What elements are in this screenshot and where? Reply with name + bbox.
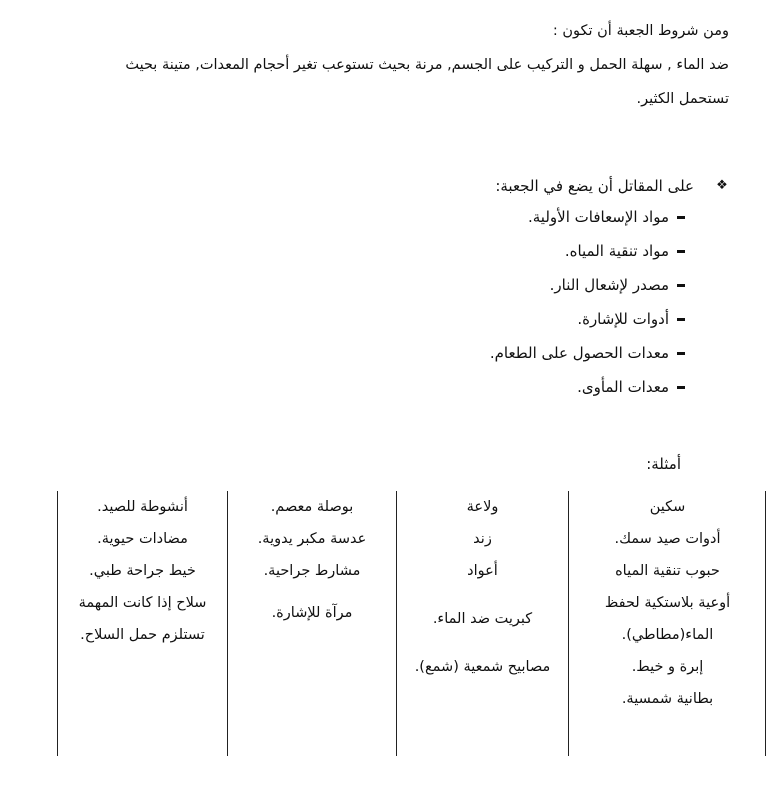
examples-table: [57, 491, 767, 756]
table-column-2: [397, 491, 569, 756]
table-cell: حبوب تنقية المياه: [615, 563, 720, 579]
list-item: [285, 268, 685, 302]
list-item: [285, 234, 685, 268]
list-item-text: مواد الإسعافات الأولية.: [528, 208, 669, 226]
table-cell: أعواد: [467, 563, 498, 579]
bullet-heading: [330, 172, 730, 200]
list-item-text: مواد تنقية المياه.: [564, 242, 669, 260]
table-cell: كبريت ضد الماء.: [432, 611, 533, 627]
table-cell: زند: [473, 531, 492, 547]
bullet-heading-text: على المقاتل أن يضع في الجعبة:: [495, 177, 694, 195]
dash-bullet-icon: [677, 386, 685, 389]
table-cell: مرآة للإشارة.: [271, 605, 353, 621]
list-item-text: معدات المأوى.: [577, 378, 669, 396]
table-cell: أنشوطة للصيد.: [97, 499, 188, 515]
examples-heading: أمثلة:: [646, 455, 681, 473]
dash-bullet-icon: [677, 250, 685, 253]
list-item: [285, 336, 685, 370]
intro-line-1: ومن شروط الجعبة أن تكون :: [552, 23, 729, 39]
table-cell: مصابيح شمعية (شمع).: [414, 659, 551, 675]
table-cell: أدوات صيد سمك.: [614, 531, 721, 547]
dash-bullet-icon: [677, 352, 685, 355]
table-column-3: [228, 491, 397, 756]
table-cell: خيط جراحة طبي.: [89, 563, 196, 579]
table-column-1: [569, 491, 766, 756]
table-cell: سلاح إذا كانت المهمة: [78, 595, 207, 611]
diamond-bullet-icon: ❖: [716, 178, 728, 193]
table-cell: ولاعة: [466, 499, 499, 515]
list-item-text: أدوات للإشارة.: [577, 310, 669, 328]
list-item-text: مصدر لإشعال النار.: [549, 276, 669, 294]
list-item-text: معدات الحصول على الطعام.: [489, 344, 669, 362]
table-cell: إبرة و خيط.: [631, 659, 704, 675]
table-cell: تستلزم حمل السلاح.: [80, 627, 205, 643]
dash-bullet-icon: [677, 318, 685, 321]
dash-bullet-icon: [677, 216, 685, 219]
intro-line-3: تستحمل الكثير.: [636, 91, 729, 107]
kit-items-list: [285, 200, 685, 404]
table-cell: الماء(مطاطي).: [621, 627, 714, 643]
list-item: [285, 200, 685, 234]
table-cell: سكين: [649, 499, 686, 515]
dash-bullet-icon: [677, 284, 685, 287]
table-cell: بوصلة معصم.: [270, 499, 354, 515]
table-column-4: [57, 491, 228, 756]
intro-line-2: ضد الماء , سهلة الحمل و التركيب على الجسم, مرنة بحيث تستوعب تغير أحجام المعدات, متينة بحيث: [125, 57, 729, 73]
table-cell: مشارط جراحية.: [263, 563, 361, 579]
table-cell: عدسة مكبر يدوية.: [257, 531, 367, 547]
table-cell: بطانية شمسية.: [621, 691, 714, 707]
list-item: [285, 302, 685, 336]
list-item: [285, 370, 685, 404]
table-cell: مضادات حيوية.: [97, 531, 188, 547]
table-cell: أوعية بلاستكية لحفظ: [604, 595, 731, 611]
